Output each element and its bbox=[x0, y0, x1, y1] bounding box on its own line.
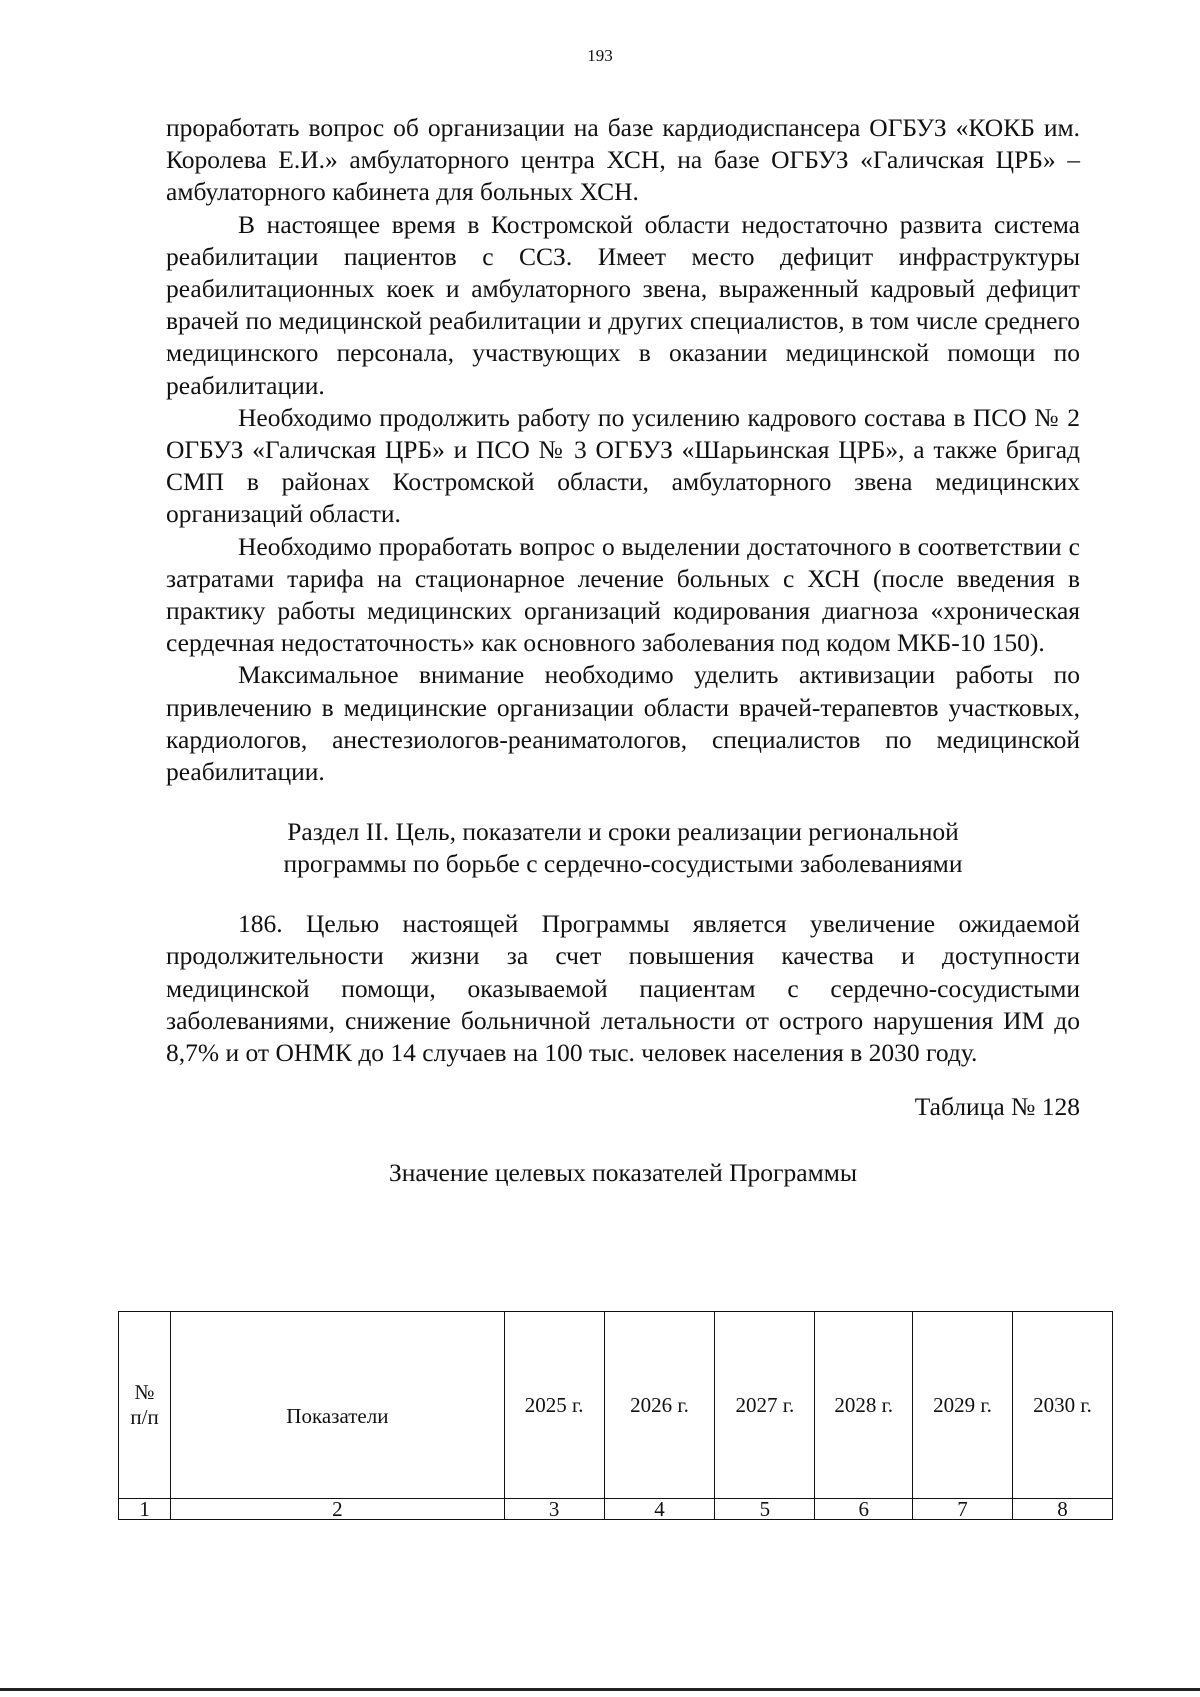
header-number-line2: п/п bbox=[130, 1405, 159, 1429]
section-heading-line2: программы по борьбе с сердечно-сосудистыми заболеваниями bbox=[283, 849, 963, 879]
header-year-2028: 2028 г. bbox=[815, 1312, 913, 1499]
paragraph-tariff: Необходимо проработать вопрос о выделении достаточного в соответствии с затратами тарифа на стационарное лечение больных с ХСН (после введения в практику работы медицинских организаций кодирования диагноза «хроническая сердечная недостаточность» как основного заболевания под кодом МКБ-10 150). bbox=[166, 531, 1080, 658]
indicators-table bbox=[118, 1311, 1113, 1520]
page-number: 193 bbox=[587, 46, 613, 65]
header-year-2025: 2025 г. bbox=[504, 1312, 604, 1499]
paragraph-staffing: Необходимо продолжить работу по усилению кадрового состава в ПСО № 2 ОГБУЗ «Галичская ЦРБ» и ПСО № 3 ОГБУЗ «Шарьинская ЦРБ», а также бригад СМП в районах Костромской области, амбулаторного звена медицинских организаций области. bbox=[166, 402, 1080, 529]
header-year-2026: 2026 г. bbox=[604, 1312, 715, 1499]
column-number: 8 bbox=[1013, 1499, 1113, 1520]
column-number: 3 bbox=[504, 1499, 604, 1520]
table-title: Значение целевых показателей Программы bbox=[389, 1158, 857, 1188]
column-number: 7 bbox=[913, 1499, 1013, 1520]
table-caption: Таблица № 128 bbox=[914, 1092, 1080, 1122]
paragraph-continuation: проработать вопрос об организации на базе кардиодиспансера ОГБУЗ «КОКБ им. Королева Е.И.» амбулаторного центра ХСН, на базе ОГБУЗ «Галичская ЦРБ» – амбулаторного кабинета для больных ХСН. bbox=[166, 113, 1080, 207]
paragraph-goal: 186. Целью настоящей Программы является увеличение ожидаемой продолжительности жизни за счет повышения качества и доступности медицинской помощи, оказываемой пациентам с сердечно-сосудистыми заболеваниями, снижение больничной летальности от острого нарушения ИМ до 8,7% и от ОНМК до 14 случаев на 100 тыс. человек населения в 2030 году. bbox=[166, 909, 1080, 1068]
table-header-row bbox=[119, 1312, 1113, 1499]
scan-bottom-edge bbox=[0, 1688, 1200, 1691]
header-year-2027: 2027 г. bbox=[715, 1312, 815, 1499]
paragraph-attention: Максимальное внимание необходимо уделить активизации работы по привлечению в медицинские организации области врачей-терапевтов участковых, кардиологов, анестезиологов-реаниматологов, специалистов по медицинской реабилитации. bbox=[166, 660, 1080, 787]
header-year-2030: 2030 г. bbox=[1013, 1312, 1113, 1499]
column-number: 5 bbox=[715, 1499, 815, 1520]
column-number: 4 bbox=[604, 1499, 715, 1520]
column-number: 2 bbox=[171, 1499, 505, 1520]
document-body bbox=[166, 112, 1080, 1190]
table-column-numbers-row bbox=[119, 1499, 1113, 1520]
section-heading-line1: Раздел II. Цель, показатели и сроки реализации региональной bbox=[287, 817, 959, 847]
section-heading bbox=[166, 816, 1080, 880]
column-number: 1 bbox=[119, 1499, 171, 1520]
column-number: 6 bbox=[815, 1499, 913, 1520]
header-indicator: Показатели bbox=[171, 1312, 505, 1499]
header-number bbox=[119, 1312, 171, 1499]
header-number-line1: № bbox=[134, 1380, 155, 1404]
paragraph-rehabilitation: В настоящее время в Костромской области недостаточно развита система реабилитации пациентов с ССЗ. Имеет место дефицит инфраструктуры реабилитационных коек и амбулаторного звена, выраженный кадровый дефицит врачей по медицинской реабилитации и других специалистов, в том числе среднего медицинского персонала, участвующих в оказании медицинской помощи по реабилитации. bbox=[166, 209, 1080, 400]
header-year-2029: 2029 г. bbox=[913, 1312, 1013, 1499]
